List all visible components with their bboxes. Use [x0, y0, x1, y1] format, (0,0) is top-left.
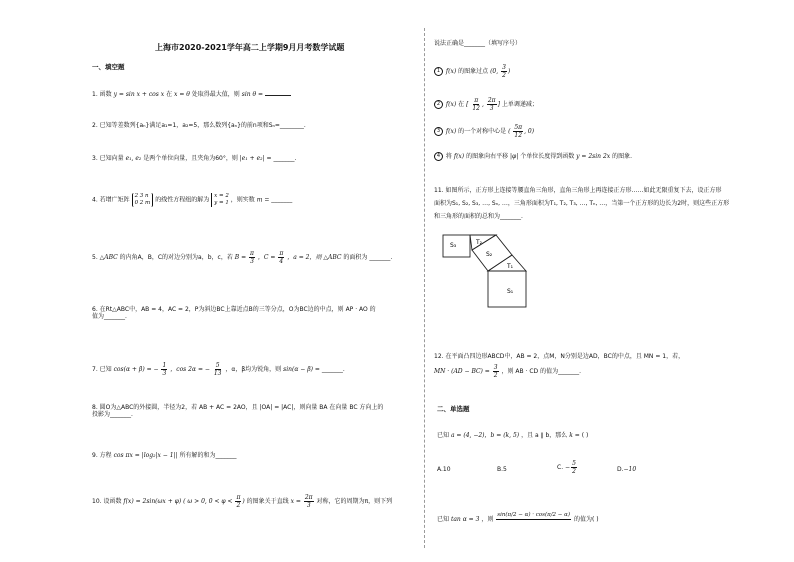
- option-d[interactable]: D.−10: [617, 466, 637, 473]
- question-13: 已知 a = (4, −2)，b = (k, 5) ，且 a ∥ b，那么 k = ( ): [437, 432, 589, 439]
- figure-label-s1: S₁: [507, 288, 514, 295]
- question-5: 5. △ABC 的内角A，B，C的对边分别为a，b，c，若 B = $\frac{\pi}{3}$ ，C = $\frac{\pi}{4}$ ，a = 2，则 △ABC 的面积为 _______.: [92, 250, 393, 265]
- question-9: 9. 方程 cos πx = |log₂|x − 1|| 所有解的和为_______: [92, 452, 237, 459]
- figure-label-s2: S₂: [486, 251, 493, 258]
- statement-1: 1 f(x) 的图象过点 (0, $\frac{3}{2}$ ): [434, 64, 510, 79]
- question-11: 11. 如图所示，正方形上连接等腰直角三角形，直角三角形上再连接正方形……如此无限重复下去，设正方形 面积为S₁, S₂, S₃, …, Sₙ, …，三角形面积为T₁, T₂, T₃, …, Tₙ, …，当第一个正方形的边长为2时，则这些正方形 和三角形的面积的总和为_______.: [434, 187, 730, 220]
- figure-label-s3: S₃: [450, 242, 457, 249]
- question-2: 2. 已知等差数列{aₙ}满足a₁=1，a₂=5，那么数列{aₙ}的前n项和Sₙ=________.: [92, 122, 306, 129]
- fraction: $\frac{\pi}{2}$: [236, 494, 241, 509]
- question-10: 10. 设函数 f(x) = 2sin(ωx + φ) ( ω > 0, 0 < φ < $\frac{\pi}{2}$ ) 的图象关于直线 x = $\frac{2\pi}{3}$ 对称，它的周期为π，则下列: [92, 494, 393, 509]
- page-title: 上海市2020-2021学年高二上学期9月月考数学试题: [155, 43, 345, 52]
- question-3: 3. 已知向量 e₁, e₂ 是两个单位向量，且夹角为60°，则 |e₁ + e₂| = _______.: [92, 155, 297, 162]
- circled-number: 2: [434, 100, 443, 109]
- question-12: 12. 在平面凸四边形ABCD中，AB = 2，点M，N分别是边AD，BC的中点，且 MN = 1，若， MN · (AD − BC) = $\frac{3}{2}$ ，则 AB · CD 的值为_______.: [434, 353, 685, 379]
- fraction: $\frac{5\pi}{12}$: [514, 124, 523, 139]
- q10-continued: 说法正确是_______（填写序号）: [434, 40, 522, 47]
- circled-number: 4: [434, 152, 443, 161]
- option-b[interactable]: B.5: [497, 466, 507, 473]
- fraction: $\frac{1}{3}$: [162, 362, 167, 377]
- question-7: 7. 已知 cos(α + β) = − $\frac{1}{3}$ ，cos 2α = − $\frac{5}{13}$ ，α，β均为锐角，则 sin(α − β) = _______.: [92, 362, 345, 377]
- fraction: $\frac{\pi}{12}$: [472, 97, 480, 112]
- figure-label-t1: T₁: [507, 263, 514, 270]
- augmented-matrix: 2 3 n 0 2 m: [132, 193, 154, 207]
- section-choice-heading: 二、单选题: [437, 405, 470, 413]
- square-s3: [443, 235, 470, 257]
- option-c[interactable]: C. − $\frac{5}{2}$: [557, 460, 576, 475]
- triangle-t2: [470, 235, 496, 250]
- fraction: $\frac{\pi}{4}$: [279, 250, 284, 265]
- question-8: 8. 圆O为△ABC的外接圆，半径为2，若 AB + AC = 2AO，且 |OA| = |AC|，则向量 BA 在向量 BC 方向上的 投影为_______.: [92, 404, 384, 418]
- circled-number: 1: [434, 67, 443, 76]
- fraction: $\frac{2\pi}{3}$: [487, 97, 496, 112]
- question-14: 已知 tan α = 3 ，则 sin(π/2 − α) · cos(π/2 − α) 的值为( ): [437, 512, 599, 527]
- question-6: 6. 在Rt△ABC中，AB = 4，AC = 2，P为斜边BC上靠近点B的三等分点，O为BC边的中点，则 AP · AO 的 值为_______.: [92, 306, 376, 320]
- statement-2: 2 f(x) 在 [ $\frac{\pi}{12}$ , $\frac{2\pi}{3}$ ] 上单调递减；: [434, 97, 538, 112]
- figure-label-t2: T₂: [476, 239, 483, 246]
- question-1: 1. 函数 y = sin x + cos x 在 x = θ 处取得最大值，则 sin θ =: [92, 89, 291, 98]
- squares-triangles-figure: [440, 232, 550, 324]
- solution-system: x = 2 y = 1: [211, 193, 229, 207]
- statement-3: 3 f(x) 的一个对称中心是 ( $\frac{5\pi}{12}$ , 0): [434, 124, 534, 139]
- fraction: sin(π/2 − α) · cos(π/2 − α): [497, 512, 571, 518]
- column-divider: [424, 28, 425, 548]
- option-a[interactable]: A.10: [437, 466, 451, 473]
- circled-number: 3: [434, 127, 443, 136]
- fraction: $\frac{5}{13}$: [213, 362, 222, 377]
- fraction: $\frac{3}{2}$: [493, 364, 498, 379]
- question-4: 4. 若增广矩阵 2 3 n 0 2 m 的线性方程组的解为 x = 2 y = 1 ，则实数 m = _______: [92, 193, 293, 206]
- fraction: $\frac{\pi}{3}$: [250, 250, 254, 265]
- answer-blank[interactable]: [265, 89, 291, 96]
- fraction: $\frac{2\pi}{3}$: [304, 494, 313, 509]
- statement-4: 4 将 f(x) 的图象向右平移 |φ| 个单位长度得到函数 y = 2sin 2x 的图象.: [434, 152, 632, 161]
- section-fill-heading: 一、填空题: [92, 63, 125, 71]
- paren-condition: ( ω > 0, 0 < φ <: [183, 498, 233, 505]
- fraction: $\frac{3}{2}$: [502, 64, 506, 79]
